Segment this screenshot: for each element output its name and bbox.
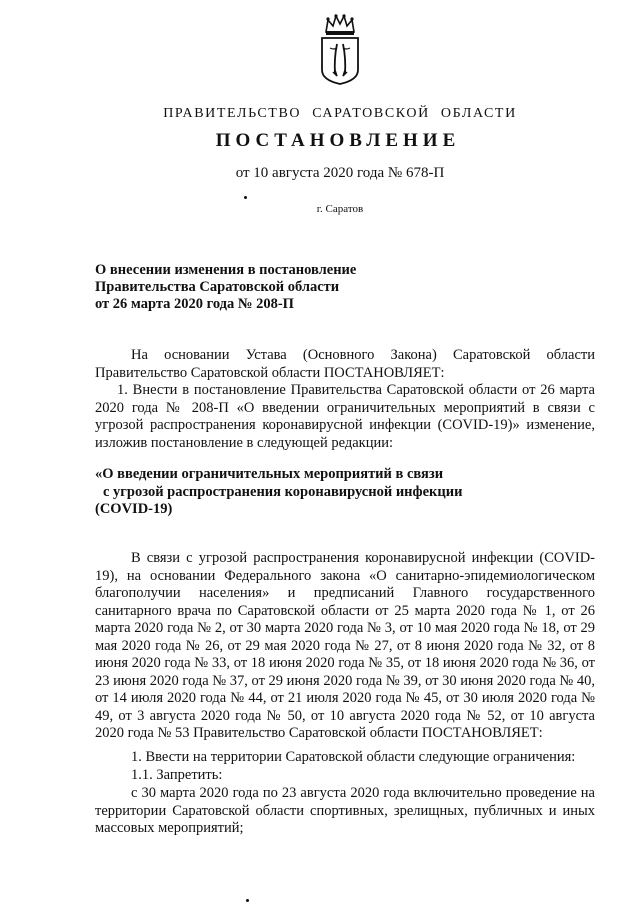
subject-line: О внесении изменения в постановление bbox=[95, 262, 357, 278]
heading-line: «О введении ограничительных мероприятий в связи bbox=[95, 466, 444, 482]
document-type: ПОСТАНОВЛЕНИЕ bbox=[215, 130, 461, 151]
heading-line: (COVID-19) bbox=[95, 501, 173, 517]
subject-line: Правительства Саратовской области bbox=[95, 279, 340, 295]
document-city: г. Саратов bbox=[316, 203, 364, 215]
heading-line: с угрозой распространения коронавирусной инфекции bbox=[103, 483, 463, 500]
body-subitem: 1.1. Запретить: bbox=[131, 767, 223, 783]
body-item: 1. Ввести на территории Саратовской области следующие ограничения: bbox=[131, 749, 576, 765]
new-title-heading bbox=[95, 466, 485, 519]
subject-line: от 26 марта 2020 года № 208-П bbox=[95, 296, 294, 312]
document-date-number: от 10 августа 2020 года № 678-П bbox=[235, 165, 445, 181]
body-paragraph: В связи с угрозой распространения коронавирусной инфекции (COVID-19), на основании Федерального закона «О санитарно-эпидемиологическом благополучии населения» и предписаний Главного государственного санитарного врача по Саратовской области от 25 марта 2020 года № 1, от 26 марта 2020 года № 2, от 30 марта 2020 года № 3, от 10 мая 2020 года № 18, от 29 мая 2020 года № 26, от 29 мая 2020 года № 27, от 8 июня 2020 года № 32, от 8 июня 2020 года № 33, от 18 июня 2020 года № 35, от 18 июня 2020 года № 36, от 23 июня 2020 года № 37, от 29 июня 2020 года № 39, от 30 июня 2020 года № 40, от 14 июля 2020 года № 44, от 21 июля 2020 года № 45, от 30 июля 2020 года № 49, от 3 августа 2020 года № 50, от 10 августа 2020 года № 52, от 10 августа 2020 года № 53 Правительство Саратовской области ПОСТАНОВЛЯЕТ: bbox=[95, 550, 595, 741]
preamble-paragraph: На основании Устава (Основного Закона) Саратовской области Правительство Саратовской области ПОСТАНОВЛЯЕТ: bbox=[95, 347, 595, 381]
government-title: ПРАВИТЕЛЬСТВО САРАТОВСКОЙ ОБЛАСТИ bbox=[163, 106, 517, 121]
document-subject bbox=[95, 262, 415, 313]
saratov-coat-of-arms-icon bbox=[318, 14, 362, 86]
amendment-item-paragraph: 1. Внести в постановление Правительства Саратовской области от 26 марта 2020 года № 208-П «О введении ограничительных мероприятий в связи с угрозой распространения коронавирусной инфекции (COVID-19)» изменение, изложив постановление в следующей редакции: bbox=[95, 382, 595, 451]
body-paragraph: с 30 марта 2020 года по 23 августа 2020 года включительно проведение на территории Саратовской области спортивных, зрелищных, публичных и иных массовых мероприятий; bbox=[95, 785, 595, 836]
scan-artifact-dot bbox=[246, 899, 249, 902]
scan-artifact-dot bbox=[244, 196, 247, 199]
